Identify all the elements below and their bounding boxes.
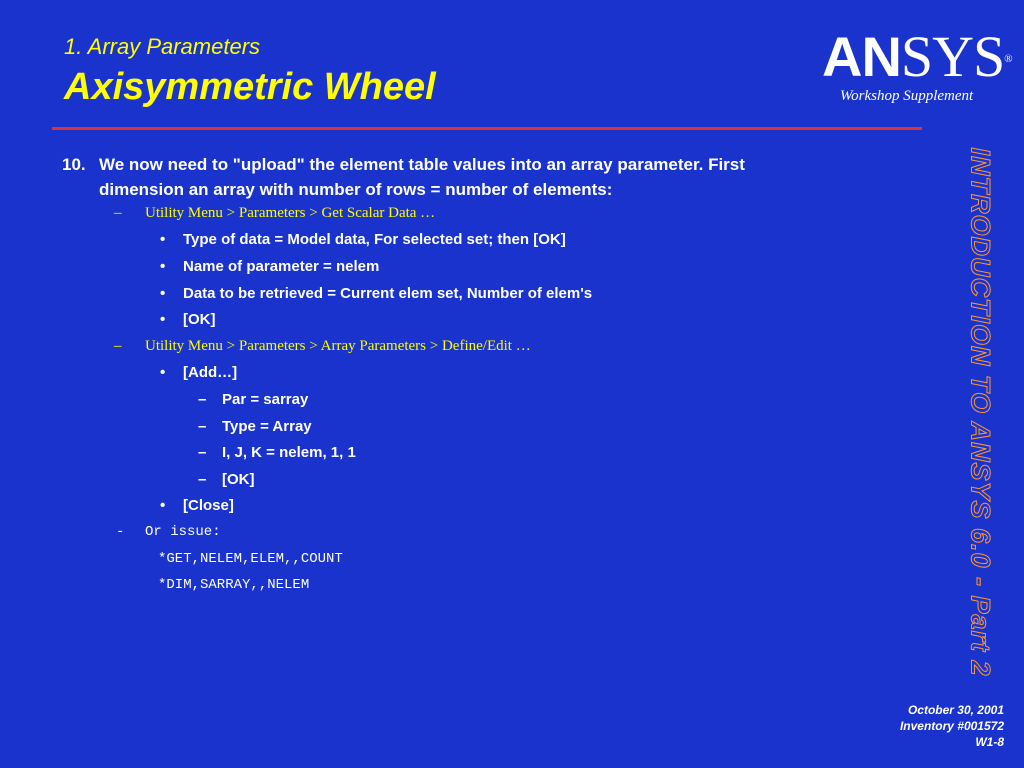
bullet-marker: •: [160, 285, 166, 302]
bullet-marker: •: [160, 497, 166, 514]
command-line: *GET,NELEM,ELEM,,COUNT: [158, 551, 343, 567]
ansys-logo: [822, 24, 1012, 89]
issue-label: Or issue:: [145, 524, 221, 540]
slide-subtitle: 1. Array Parameters: [64, 34, 261, 59]
dash-marker: –: [114, 338, 122, 354]
bullet-marker: •: [160, 364, 166, 381]
menu-path-get-scalar: Utility Menu > Parameters > Get Scalar Data …: [145, 205, 436, 221]
dash-marker: -: [116, 524, 125, 540]
slide-title: Axisymmetric Wheel: [64, 66, 436, 108]
sub-list-item: I, J, K = nelem, 1, 1: [222, 444, 356, 461]
logo-an: AN: [822, 25, 901, 88]
side-banner: [952, 140, 1008, 700]
dash-marker: –: [198, 471, 207, 488]
command-line: *DIM,SARRAY,,NELEM: [158, 577, 310, 593]
sub-list-item: [OK]: [222, 471, 255, 488]
step-text-line-2: dimension an array with number of rows = number of elements:: [99, 180, 613, 199]
side-banner-text: INTRODUCTION TO ANSYS 6.0 - Part 2: [965, 147, 996, 677]
bullet-marker: •: [160, 311, 166, 328]
menu-path-array-define: Utility Menu > Parameters > Array Parameters > Define/Edit …: [145, 338, 531, 354]
header-divider: [52, 127, 922, 130]
bullet-marker: •: [160, 231, 166, 248]
sub-list-item: Par = sarray: [222, 391, 309, 408]
list-item: Name of parameter = nelem: [183, 258, 380, 275]
step-text-line-1: We now need to "upload" the element table values into an array parameter. First: [99, 155, 745, 174]
dash-marker: –: [114, 205, 122, 221]
footer-date: October 30, 2001: [907, 703, 1004, 717]
logo-sys: SYS: [900, 24, 1005, 89]
dash-marker: –: [198, 444, 207, 461]
workshop-supplement-label: Workshop Supplement: [840, 88, 974, 104]
logo-registered-mark: ®: [1004, 53, 1012, 65]
slide-footer: [900, 702, 1004, 750]
list-item: [OK]: [183, 311, 216, 328]
sub-list-item: Type = Array: [222, 418, 312, 435]
footer-page-number: W1-8: [975, 735, 1004, 749]
step-number: 10.: [62, 155, 86, 174]
list-item: [Add…]: [183, 364, 238, 381]
bullet-marker: •: [160, 258, 166, 275]
step-text: [99, 152, 879, 202]
dash-marker: –: [198, 391, 207, 408]
footer-inventory: Inventory #001572: [899, 719, 1004, 733]
list-item: Data to be retrieved = Current elem set, Number of elem's: [183, 285, 593, 302]
list-item: Type of data = Model data, For selected set; then [OK]: [183, 231, 566, 248]
dash-marker: –: [198, 418, 207, 435]
list-item: [Close]: [183, 497, 234, 514]
